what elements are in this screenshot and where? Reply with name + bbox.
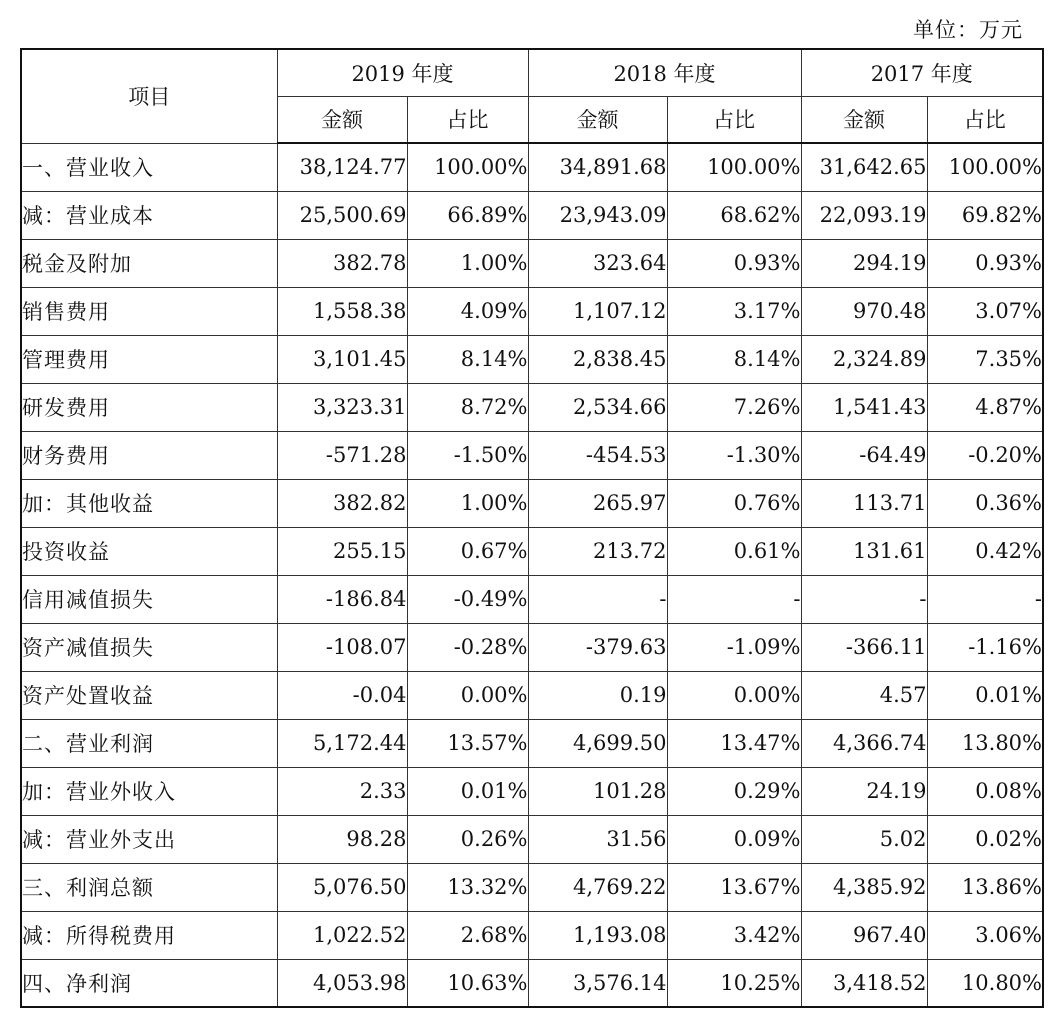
table-row xyxy=(21,767,1043,815)
amount-cell: 2,534.66 xyxy=(528,383,667,431)
row-label: 资产减值损失 xyxy=(21,623,277,671)
amount-cell: 5,172.44 xyxy=(277,719,407,767)
amount-cell: 3,418.52 xyxy=(801,959,927,1007)
ratio-cell: - xyxy=(667,575,801,623)
ratio-cell: 10.63% xyxy=(407,959,528,1007)
table-row xyxy=(21,143,1043,191)
ratio-cell: 0.01% xyxy=(927,671,1043,719)
amount-cell: 3,323.31 xyxy=(277,383,407,431)
table-body xyxy=(21,143,1043,1007)
table-row xyxy=(21,431,1043,479)
ratio-cell: 100.00% xyxy=(407,143,528,191)
income-statement-table xyxy=(20,48,1044,1008)
row-label: 三、利润总额 xyxy=(21,863,277,911)
ratio-cell: 8.72% xyxy=(407,383,528,431)
ratio-cell: 100.00% xyxy=(667,143,801,191)
amount-cell: - xyxy=(801,575,927,623)
ratio-cell: 3.07% xyxy=(927,287,1043,335)
amount-cell: 3,576.14 xyxy=(528,959,667,1007)
ratio-cell: 8.14% xyxy=(407,335,528,383)
amount-cell: 31,642.65 xyxy=(801,143,927,191)
amount-cell: 23,943.09 xyxy=(528,191,667,239)
amount-cell: 131.61 xyxy=(801,527,927,575)
table-row xyxy=(21,383,1043,431)
ratio-cell: 13.86% xyxy=(927,863,1043,911)
row-label: 投资收益 xyxy=(21,527,277,575)
ratio-cell: 13.47% xyxy=(667,719,801,767)
ratio-cell: 0.61% xyxy=(667,527,801,575)
amount-cell: - xyxy=(528,575,667,623)
year-header-2018: 2018 年度 xyxy=(528,49,801,96)
ratio-cell: 3.06% xyxy=(927,911,1043,959)
amount-cell: 265.97 xyxy=(528,479,667,527)
ratio-cell: -0.20% xyxy=(927,431,1043,479)
ratio-cell: 7.26% xyxy=(667,383,801,431)
ratio-cell: 2.68% xyxy=(407,911,528,959)
amount-cell: 213.72 xyxy=(528,527,667,575)
amount-cell: -454.53 xyxy=(528,431,667,479)
amount-cell: 4,699.50 xyxy=(528,719,667,767)
ratio-cell: 10.80% xyxy=(927,959,1043,1007)
table-row xyxy=(21,863,1043,911)
ratio-cell: -1.16% xyxy=(927,623,1043,671)
amount-cell: 113.71 xyxy=(801,479,927,527)
row-label: 税金及附加 xyxy=(21,239,277,287)
amount-cell: -366.11 xyxy=(801,623,927,671)
ratio-cell: 13.80% xyxy=(927,719,1043,767)
table-row xyxy=(21,335,1043,383)
amount-header: 金额 xyxy=(528,96,667,143)
amount-cell: 38,124.77 xyxy=(277,143,407,191)
amount-cell: 2.33 xyxy=(277,767,407,815)
row-label: 研发费用 xyxy=(21,383,277,431)
ratio-cell: - xyxy=(927,575,1043,623)
row-label: 减：营业成本 xyxy=(21,191,277,239)
amount-cell: 1,193.08 xyxy=(528,911,667,959)
ratio-cell: 0.26% xyxy=(407,815,528,863)
row-label: 加：其他收益 xyxy=(21,479,277,527)
amount-cell: 1,541.43 xyxy=(801,383,927,431)
ratio-cell: 0.00% xyxy=(407,671,528,719)
ratio-cell: 3.42% xyxy=(667,911,801,959)
ratio-cell: 0.93% xyxy=(927,239,1043,287)
row-label: 财务费用 xyxy=(21,431,277,479)
ratio-cell: 8.14% xyxy=(667,335,801,383)
amount-cell: 4,366.74 xyxy=(801,719,927,767)
ratio-cell: 10.25% xyxy=(667,959,801,1007)
amount-cell: 24.19 xyxy=(801,767,927,815)
table-row xyxy=(21,479,1043,527)
amount-cell: -571.28 xyxy=(277,431,407,479)
amount-cell: 294.19 xyxy=(801,239,927,287)
ratio-cell: 0.00% xyxy=(667,671,801,719)
table-row xyxy=(21,815,1043,863)
table-row xyxy=(21,671,1043,719)
amount-cell: 4,385.92 xyxy=(801,863,927,911)
row-label: 减：营业外支出 xyxy=(21,815,277,863)
amount-cell: 255.15 xyxy=(277,527,407,575)
amount-cell: 0.19 xyxy=(528,671,667,719)
amount-cell: 2,838.45 xyxy=(528,335,667,383)
ratio-cell: 0.42% xyxy=(927,527,1043,575)
amount-cell: 5.02 xyxy=(801,815,927,863)
ratio-cell: 66.89% xyxy=(407,191,528,239)
row-label: 二、营业利润 xyxy=(21,719,277,767)
ratio-cell: 0.09% xyxy=(667,815,801,863)
amount-cell: 22,093.19 xyxy=(801,191,927,239)
table-row xyxy=(21,575,1043,623)
ratio-cell: -0.49% xyxy=(407,575,528,623)
amount-cell: 1,022.52 xyxy=(277,911,407,959)
row-label: 信用减值损失 xyxy=(21,575,277,623)
amount-cell: 5,076.50 xyxy=(277,863,407,911)
row-label: 管理费用 xyxy=(21,335,277,383)
amount-cell: 1,107.12 xyxy=(528,287,667,335)
year-header-2019: 2019 年度 xyxy=(277,49,528,96)
table-row xyxy=(21,911,1043,959)
ratio-header: 占比 xyxy=(407,96,528,143)
ratio-cell: -1.50% xyxy=(407,431,528,479)
amount-cell: 98.28 xyxy=(277,815,407,863)
ratio-cell: 13.67% xyxy=(667,863,801,911)
ratio-cell: 0.02% xyxy=(927,815,1043,863)
amount-cell: 382.78 xyxy=(277,239,407,287)
row-label: 加：营业外收入 xyxy=(21,767,277,815)
amount-cell: 967.40 xyxy=(801,911,927,959)
ratio-cell: 1.00% xyxy=(407,479,528,527)
amount-cell: 323.64 xyxy=(528,239,667,287)
table-row xyxy=(21,719,1043,767)
ratio-header: 占比 xyxy=(927,96,1043,143)
amount-cell: -64.49 xyxy=(801,431,927,479)
amount-cell: 4,053.98 xyxy=(277,959,407,1007)
row-label: 资产处置收益 xyxy=(21,671,277,719)
ratio-cell: 4.87% xyxy=(927,383,1043,431)
ratio-cell: 100.00% xyxy=(927,143,1043,191)
ratio-cell: 0.67% xyxy=(407,527,528,575)
ratio-cell: -1.30% xyxy=(667,431,801,479)
amount-cell: 382.82 xyxy=(277,479,407,527)
ratio-cell: -0.28% xyxy=(407,623,528,671)
table-row xyxy=(21,239,1043,287)
amount-cell: 1,558.38 xyxy=(277,287,407,335)
ratio-cell: 0.76% xyxy=(667,479,801,527)
item-column-header: 项目 xyxy=(21,49,277,143)
amount-cell: -108.07 xyxy=(277,623,407,671)
ratio-cell: 13.32% xyxy=(407,863,528,911)
table-row xyxy=(21,287,1043,335)
table-row xyxy=(21,527,1043,575)
amount-cell: -186.84 xyxy=(277,575,407,623)
amount-cell: 4,769.22 xyxy=(528,863,667,911)
row-label: 减：所得税费用 xyxy=(21,911,277,959)
ratio-cell: 0.36% xyxy=(927,479,1043,527)
row-label: 四、净利润 xyxy=(21,959,277,1007)
row-label: 销售费用 xyxy=(21,287,277,335)
table-row xyxy=(21,623,1043,671)
year-header-2017: 2017 年度 xyxy=(801,49,1043,96)
amount-cell: 3,101.45 xyxy=(277,335,407,383)
row-label: 一、营业收入 xyxy=(21,143,277,191)
ratio-cell: 69.82% xyxy=(927,191,1043,239)
ratio-cell: 0.08% xyxy=(927,767,1043,815)
table-row xyxy=(21,959,1043,1007)
amount-cell: 25,500.69 xyxy=(277,191,407,239)
amount-cell: -0.04 xyxy=(277,671,407,719)
amount-cell: 34,891.68 xyxy=(528,143,667,191)
ratio-cell: 0.29% xyxy=(667,767,801,815)
ratio-cell: -1.09% xyxy=(667,623,801,671)
header-row-years xyxy=(21,49,1043,96)
amount-cell: 4.57 xyxy=(801,671,927,719)
amount-cell: 970.48 xyxy=(801,287,927,335)
ratio-cell: 0.93% xyxy=(667,239,801,287)
amount-header: 金额 xyxy=(801,96,927,143)
ratio-cell: 0.01% xyxy=(407,767,528,815)
ratio-cell: 3.17% xyxy=(667,287,801,335)
ratio-cell: 7.35% xyxy=(927,335,1043,383)
amount-cell: -379.63 xyxy=(528,623,667,671)
ratio-cell: 68.62% xyxy=(667,191,801,239)
amount-cell: 2,324.89 xyxy=(801,335,927,383)
amount-cell: 31.56 xyxy=(528,815,667,863)
ratio-cell: 4.09% xyxy=(407,287,528,335)
ratio-cell: 13.57% xyxy=(407,719,528,767)
ratio-header: 占比 xyxy=(667,96,801,143)
unit-label: 单位：万元 xyxy=(913,18,1023,42)
amount-cell: 101.28 xyxy=(528,767,667,815)
table-row xyxy=(21,191,1043,239)
amount-header: 金额 xyxy=(277,96,407,143)
ratio-cell: 1.00% xyxy=(407,239,528,287)
